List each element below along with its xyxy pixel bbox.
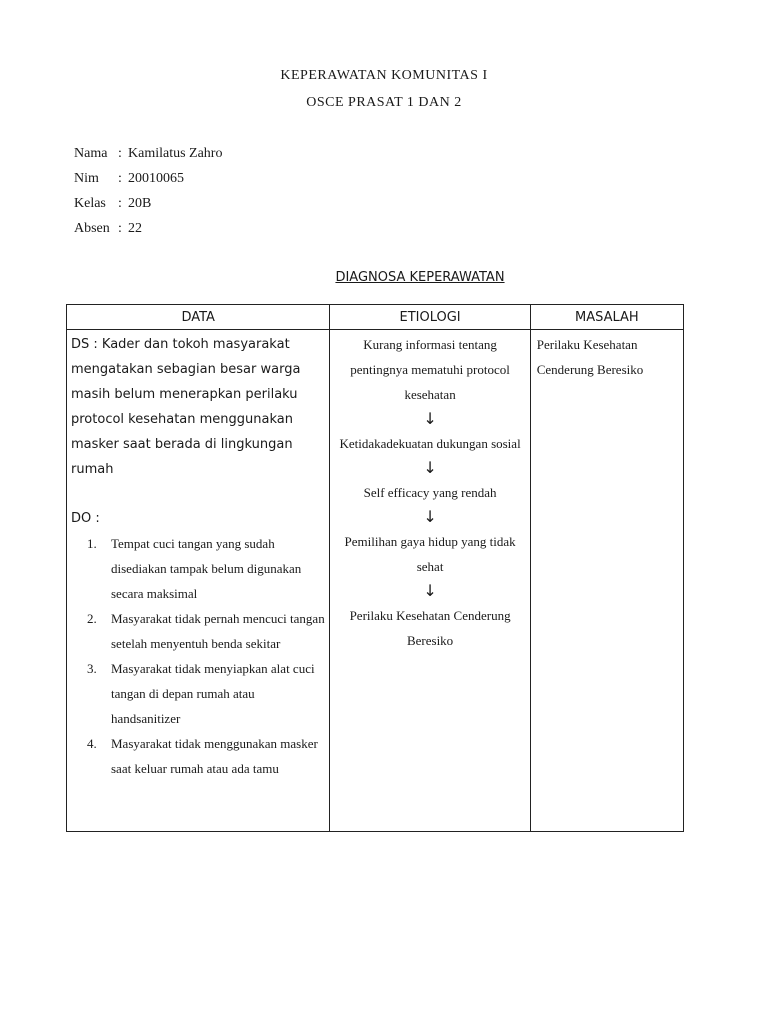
etiologi-item: Self efficacy yang rendah [363, 485, 497, 500]
subjective-data: DS : Kader dan tokoh masyarakat mengatakan sebagian besar warga masih belum menerapkan perilaku protocol kesehatan menggunakan masker saat berada di lingkungan rumah [71, 337, 301, 477]
objective-data-list [71, 531, 325, 781]
arrow-down-icon: ↓ [423, 581, 437, 600]
list-number: 3. [87, 661, 97, 676]
list-item [71, 531, 325, 606]
header-masalah: MASALAH [530, 305, 683, 330]
identity-block [74, 143, 222, 243]
etiologi-cell [330, 330, 530, 832]
identity-label: Nim [74, 171, 99, 186]
identity-value: 22 [128, 221, 142, 236]
identity-value: 20010065 [128, 171, 184, 186]
etiologi-item: Perilaku Kesehatan Cenderung Beresiko [349, 608, 511, 648]
document-title: KEPERAWATAN KOMUNITAS I [280, 68, 488, 83]
list-text: Masyarakat tidak menyiapkan alat cuci tangan di depan rumah atau handsanitizer [111, 661, 315, 726]
identity-value: Kamilatus Zahro [128, 146, 223, 161]
header-etiologi: ETIOLOGI [330, 305, 530, 330]
etiologi-item: Ketidakadekuatan dukungan sosial [339, 436, 521, 451]
data-cell [67, 330, 330, 832]
list-item [71, 656, 325, 731]
list-number: 2. [87, 611, 97, 626]
list-text: Masyarakat tidak pernah mencuci tangan setelah menyentuh benda sekitar [111, 611, 325, 651]
masalah-cell [530, 330, 683, 832]
list-item [71, 606, 325, 656]
identity-row-nama: Nama : Kamilatus Zahro [74, 143, 222, 168]
arrow-down-icon: ↓ [423, 458, 437, 477]
identity-label: Kelas [74, 196, 106, 211]
identity-row-absen: Absen : 22 [74, 218, 222, 243]
identity-row-nim: Nim : 20010065 [74, 168, 222, 193]
table-row [67, 330, 684, 832]
list-item [71, 731, 325, 781]
etiologi-item: Pemilihan gaya hidup yang tidak sehat [344, 534, 516, 574]
etiologi-item: Kurang informasi tentang pentingnya mematuhi protocol kesehatan [350, 337, 510, 402]
section-title: DIAGNOSA KEPERAWATAN [335, 270, 505, 285]
objective-data-label: DO : [71, 511, 100, 526]
document-subtitle: OSCE PRASAT 1 DAN 2 [306, 95, 462, 110]
arrow-down-icon: ↓ [423, 409, 437, 428]
header-data: DATA [67, 305, 330, 330]
identity-value: 20B [128, 196, 152, 211]
list-text: Tempat cuci tangan yang sudah disediakan tampak belum digunakan secara maksimal [111, 536, 302, 601]
table-header-row [67, 305, 684, 330]
list-text: Masyarakat tidak menggunakan masker saat keluar rumah atau ada tamu [111, 736, 318, 776]
diagnosis-table [66, 304, 684, 832]
list-number: 4. [87, 736, 97, 751]
arrow-down-icon: ↓ [423, 507, 437, 526]
identity-label: Absen [74, 221, 110, 236]
identity-row-kelas: Kelas : 20B [74, 193, 222, 218]
list-number: 1. [87, 536, 97, 551]
identity-label: Nama [74, 146, 108, 161]
masalah-text: Perilaku Kesehatan Cenderung Beresiko [536, 337, 644, 377]
